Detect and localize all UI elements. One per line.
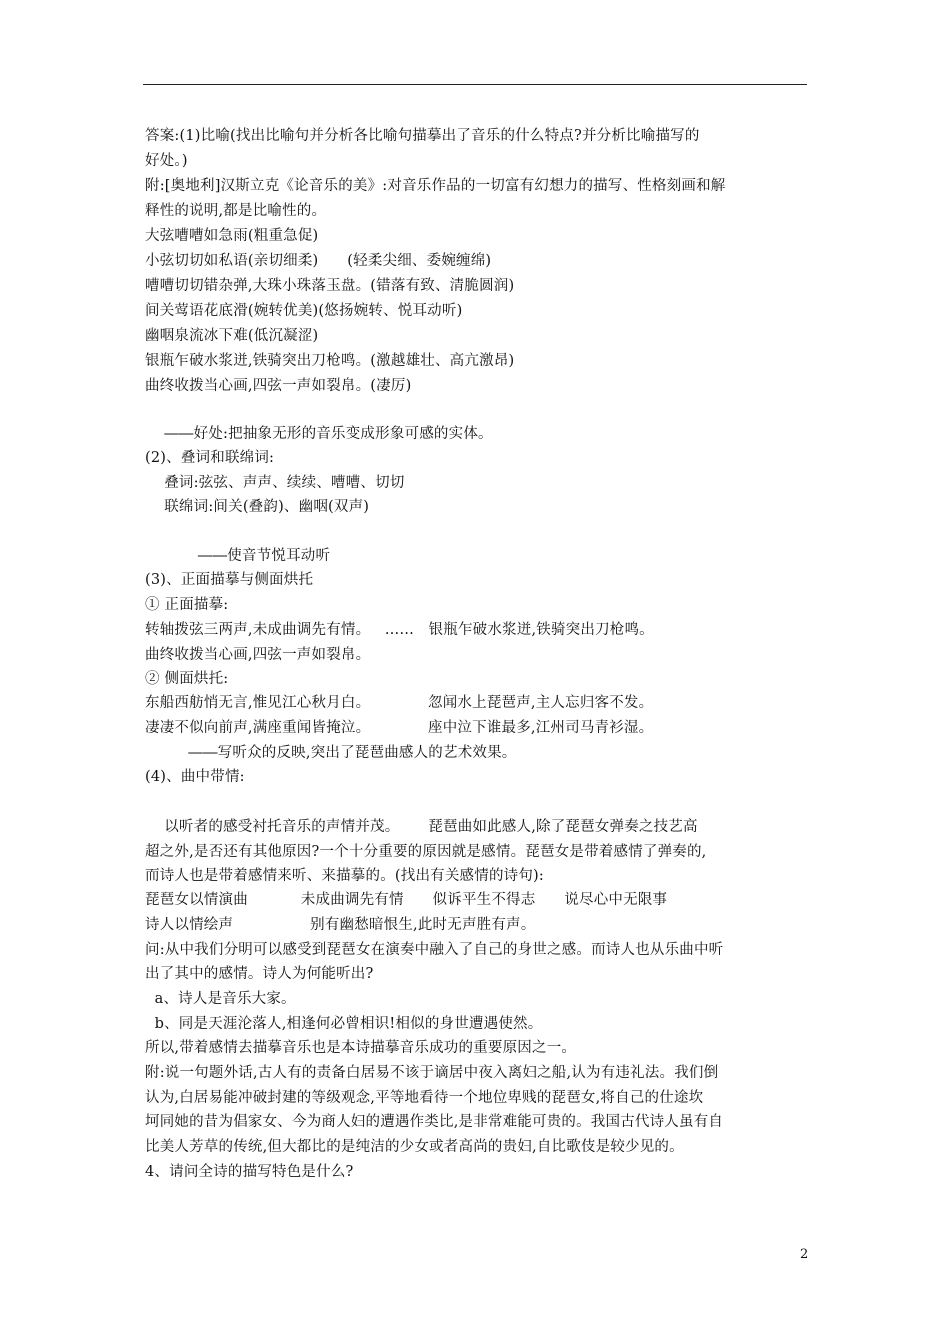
- text-line: ――好处:把抽象无形的音乐变成形象可感的实体。: [145, 426, 493, 442]
- text-line: 幽咽泉流冰下难(低沉凝涩): [145, 328, 319, 344]
- text-line: 曲终收拨当心画,四弦一声如裂帛。: [145, 647, 371, 663]
- text-line: 东船西舫悄无言,惟见江心秋月白。 忽闻水上琵琶声,主人忘归客不发。: [145, 695, 654, 711]
- text-line: 坷同她的昔为倡家女、今为商人妇的遭遇作类比,是非常难能可贵的。我国古代诗人虽有自: [145, 1114, 724, 1130]
- text-line: 曲终收拨当心画,四弦一声如裂帛。(凄厉): [145, 378, 412, 394]
- text-line: (4)、曲中带情:: [145, 769, 245, 785]
- text-line: 联绵词:间关(叠韵)、幽咽(双声): [145, 499, 370, 515]
- text-line: 而诗人也是带着感情来听、来描摹的。(找出有关感情的诗句):: [145, 868, 544, 884]
- text-line: ――写听众的反映,突出了琵琶曲感人的艺术效果。: [145, 745, 517, 761]
- header-rule: [143, 84, 807, 85]
- text-line: 凄凄不似向前声,满座重闻皆掩泣。 座中泣下谁最多,江州司马青衫湿。: [145, 720, 654, 736]
- text-line: 认为,白居易能冲破封建的等级观念,平等地看待一个地位卑贱的琵琶女,将自己的仕途坎: [145, 1090, 704, 1106]
- page-number: 2: [800, 1247, 809, 1262]
- text-line: 嘈嘈切切错杂弹,大珠小珠落玉盘。(错落有致、清脆圆润): [145, 278, 515, 294]
- text-line: 所以,带着感情去描摹音乐也是本诗描摹音乐成功的重要原因之一。: [145, 1040, 577, 1056]
- text-line: ① 正面描摹:: [145, 597, 229, 613]
- text-line: 转轴拨弦三两声,未成曲调先有情。 …… 银瓶乍破水浆迸,铁骑突出刀枪鸣。: [145, 622, 654, 638]
- text-line: ② 侧面烘托:: [145, 671, 229, 687]
- text-line: 间关莺语花底滑(婉转优美)(悠扬婉转、悦耳动听): [145, 303, 463, 319]
- text-line: 释性的说明,都是比喻性的。: [145, 203, 327, 219]
- text-line: 比美人芳草的传统,但大都比的是纯洁的少女或者高尚的贵妇,自比歌伎是较少见的。: [145, 1139, 684, 1155]
- text-line: 琵琶女以情演曲 未成曲调先有情 似诉平生不得志 说尽心中无限事: [145, 892, 668, 908]
- text-line: 附:[奥地利]汉斯立克《论音乐的美》:对音乐作品的一切富有幻想力的描写、性格刻画和解: [145, 178, 726, 194]
- text-line: 答案:(1)比喻(找出比喻句并分析各比喻句描摹出了音乐的什么特点?并分析比喻描写的: [145, 128, 700, 144]
- text-line: 以听者的感受衬托音乐的声情并茂。 琵琶曲如此感人,除了琵琶女弹奏之技艺高: [145, 819, 698, 835]
- text-line: 银瓶乍破水浆迸,铁骑突出刀枪鸣。(激越雄壮、高亢激昂): [145, 353, 515, 369]
- text-line: b、同是天涯沦落人,相逢何必曾相识!相似的身世遭遇使然。: [145, 1016, 543, 1032]
- text-line: 4、请问全诗的描写特色是什么?: [145, 1164, 354, 1180]
- text-line: 好处。): [145, 153, 188, 169]
- text-line: 附:说一句题外话,古人有的责备白居易不该于谪居中夜入离妇之船,认为有违礼法。我们倒: [145, 1065, 719, 1081]
- text-line: a、诗人是音乐大家。: [145, 991, 296, 1007]
- text-line: 出了其中的感情。诗人为何能听出?: [145, 966, 374, 982]
- text-line: 超之外,是否还有其他原因?一个十分重要的原因就是感情。琵琶女是带着感情了弹奏的,: [145, 844, 707, 860]
- text-line: ――使音节悦耳动听: [145, 548, 331, 564]
- text-line: 小弦切切如私语(亲切细柔) (轻柔尖细、委婉缠绵): [145, 253, 492, 269]
- text-line: (2)、叠词和联绵词:: [145, 450, 275, 466]
- text-line: (3)、正面描摹与侧面烘托: [145, 572, 314, 588]
- text-line: 诗人以情绘声 别有幽愁暗恨生,此时无声胜有声。: [145, 917, 536, 933]
- text-line: 问:从中我们分明可以感受到琵琶女在演奏中融入了自己的身世之感。而诗人也从乐曲中听: [145, 942, 724, 958]
- text-line: 叠词:弦弦、声声、续续、嘈嘈、切切: [145, 475, 405, 491]
- text-line: 大弦嘈嘈如急雨(粗重急促): [145, 228, 319, 244]
